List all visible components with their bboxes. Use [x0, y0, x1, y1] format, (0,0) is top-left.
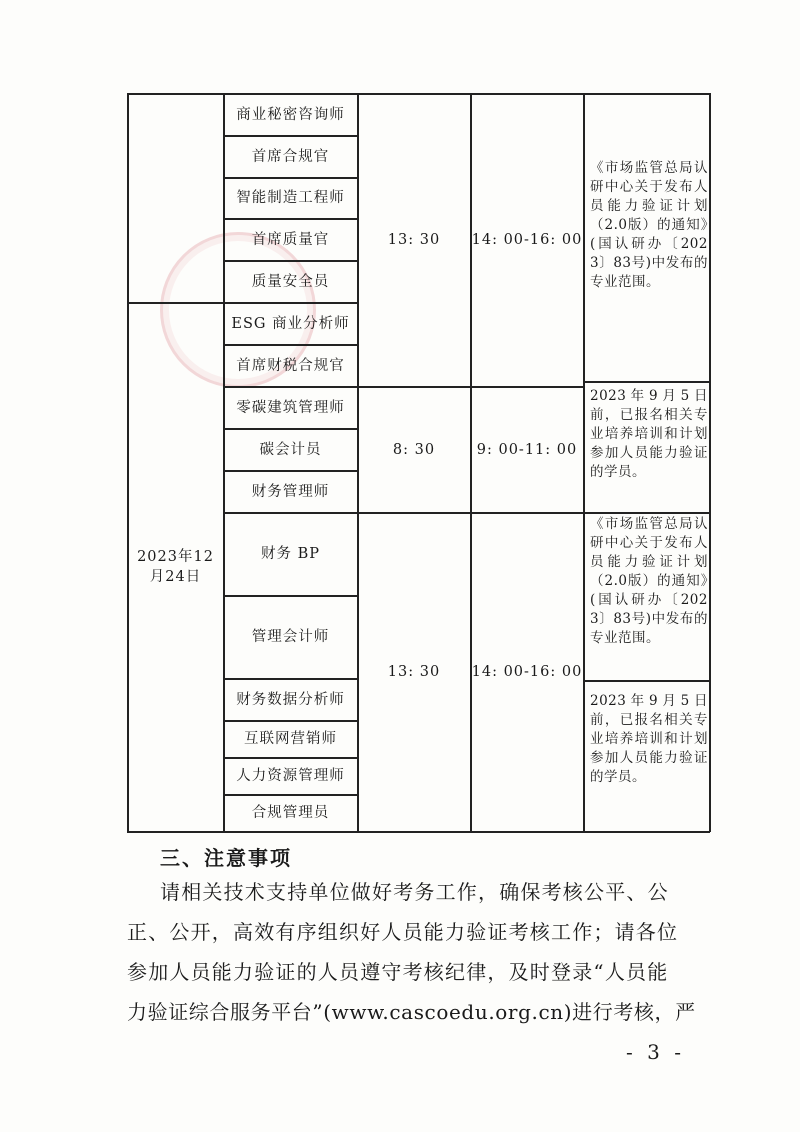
major-cell: ESG 商业分析师 — [231, 315, 350, 332]
major-cell: 零碳建筑管理师 — [236, 399, 345, 416]
major-cell: 财务 BP — [260, 546, 321, 562]
major-cell: 人力资源管理师 — [236, 768, 345, 784]
body-line: 正、公开，高效有序组织好人员能力验证考核工作；请各位 — [127, 920, 679, 944]
page-number: - 3 - — [626, 1040, 685, 1064]
section-heading: 三、注意事项 — [160, 846, 292, 870]
scope-note: 《市场监管总局认研中心关于发布人员能力验证计划（2.0版）的通知》(国认研办〔2023〕83号)中发布的专业范围。 — [590, 160, 708, 290]
exam-date-line-1: 2023年12 — [137, 549, 214, 565]
major-cell: 首席质量官 — [251, 231, 330, 248]
exam-date-line-2: 月24日 — [149, 569, 202, 585]
scope-note: 《市场监管总局认研中心关于发布人员能力验证计划（2.0版）的通知》(国认研办〔2023〕83号)中发布的专业范围。 — [590, 516, 708, 646]
trainee-note: 2023年9月5日前，已报名相关专业培养培训和计划参加人员能力验证的学员。 — [590, 388, 708, 480]
major-cell: 互联网营销师 — [244, 731, 337, 747]
major-cell: 智能制造工程师 — [236, 190, 345, 206]
major-cell: 首席财税合规官 — [236, 357, 345, 374]
exam-time: 14: 00-16: 00 — [471, 232, 583, 248]
major-cell: 管理会计师 — [251, 629, 330, 645]
major-cell: 合规管理员 — [251, 805, 330, 821]
major-cell: 财务管理师 — [251, 483, 330, 500]
trainee-note: 2023年9月5日前，已报名相关专业培养培训和计划参加人员能力验证的学员。 — [590, 693, 708, 785]
major-cell: 质量安全员 — [251, 273, 330, 290]
major-cell: 首席合规官 — [251, 148, 330, 165]
body-line: 参加人员能力验证的人员遵守考核纪律，及时登录“人员能 — [127, 960, 669, 984]
exam-date-cell — [128, 303, 223, 831]
body-line: 请相关技术支持单位做好考务工作，确保考核公平、公 — [160, 880, 669, 904]
checkin-time: 13: 30 — [387, 664, 441, 680]
major-cell: 财务数据分析师 — [236, 691, 345, 708]
major-cell: 商业秘密咨询师 — [236, 106, 345, 123]
exam-time: 14: 00-16: 00 — [471, 664, 583, 680]
checkin-time: 13: 30 — [387, 232, 441, 248]
body-line: 力验证综合服务平台”(www.cascoedu.org.cn)进行考核，严 — [127, 1000, 696, 1024]
checkin-time: 8: 30 — [392, 441, 436, 458]
exam-time: 9: 00-11: 00 — [476, 441, 578, 458]
major-cell: 碳会计员 — [259, 441, 322, 458]
